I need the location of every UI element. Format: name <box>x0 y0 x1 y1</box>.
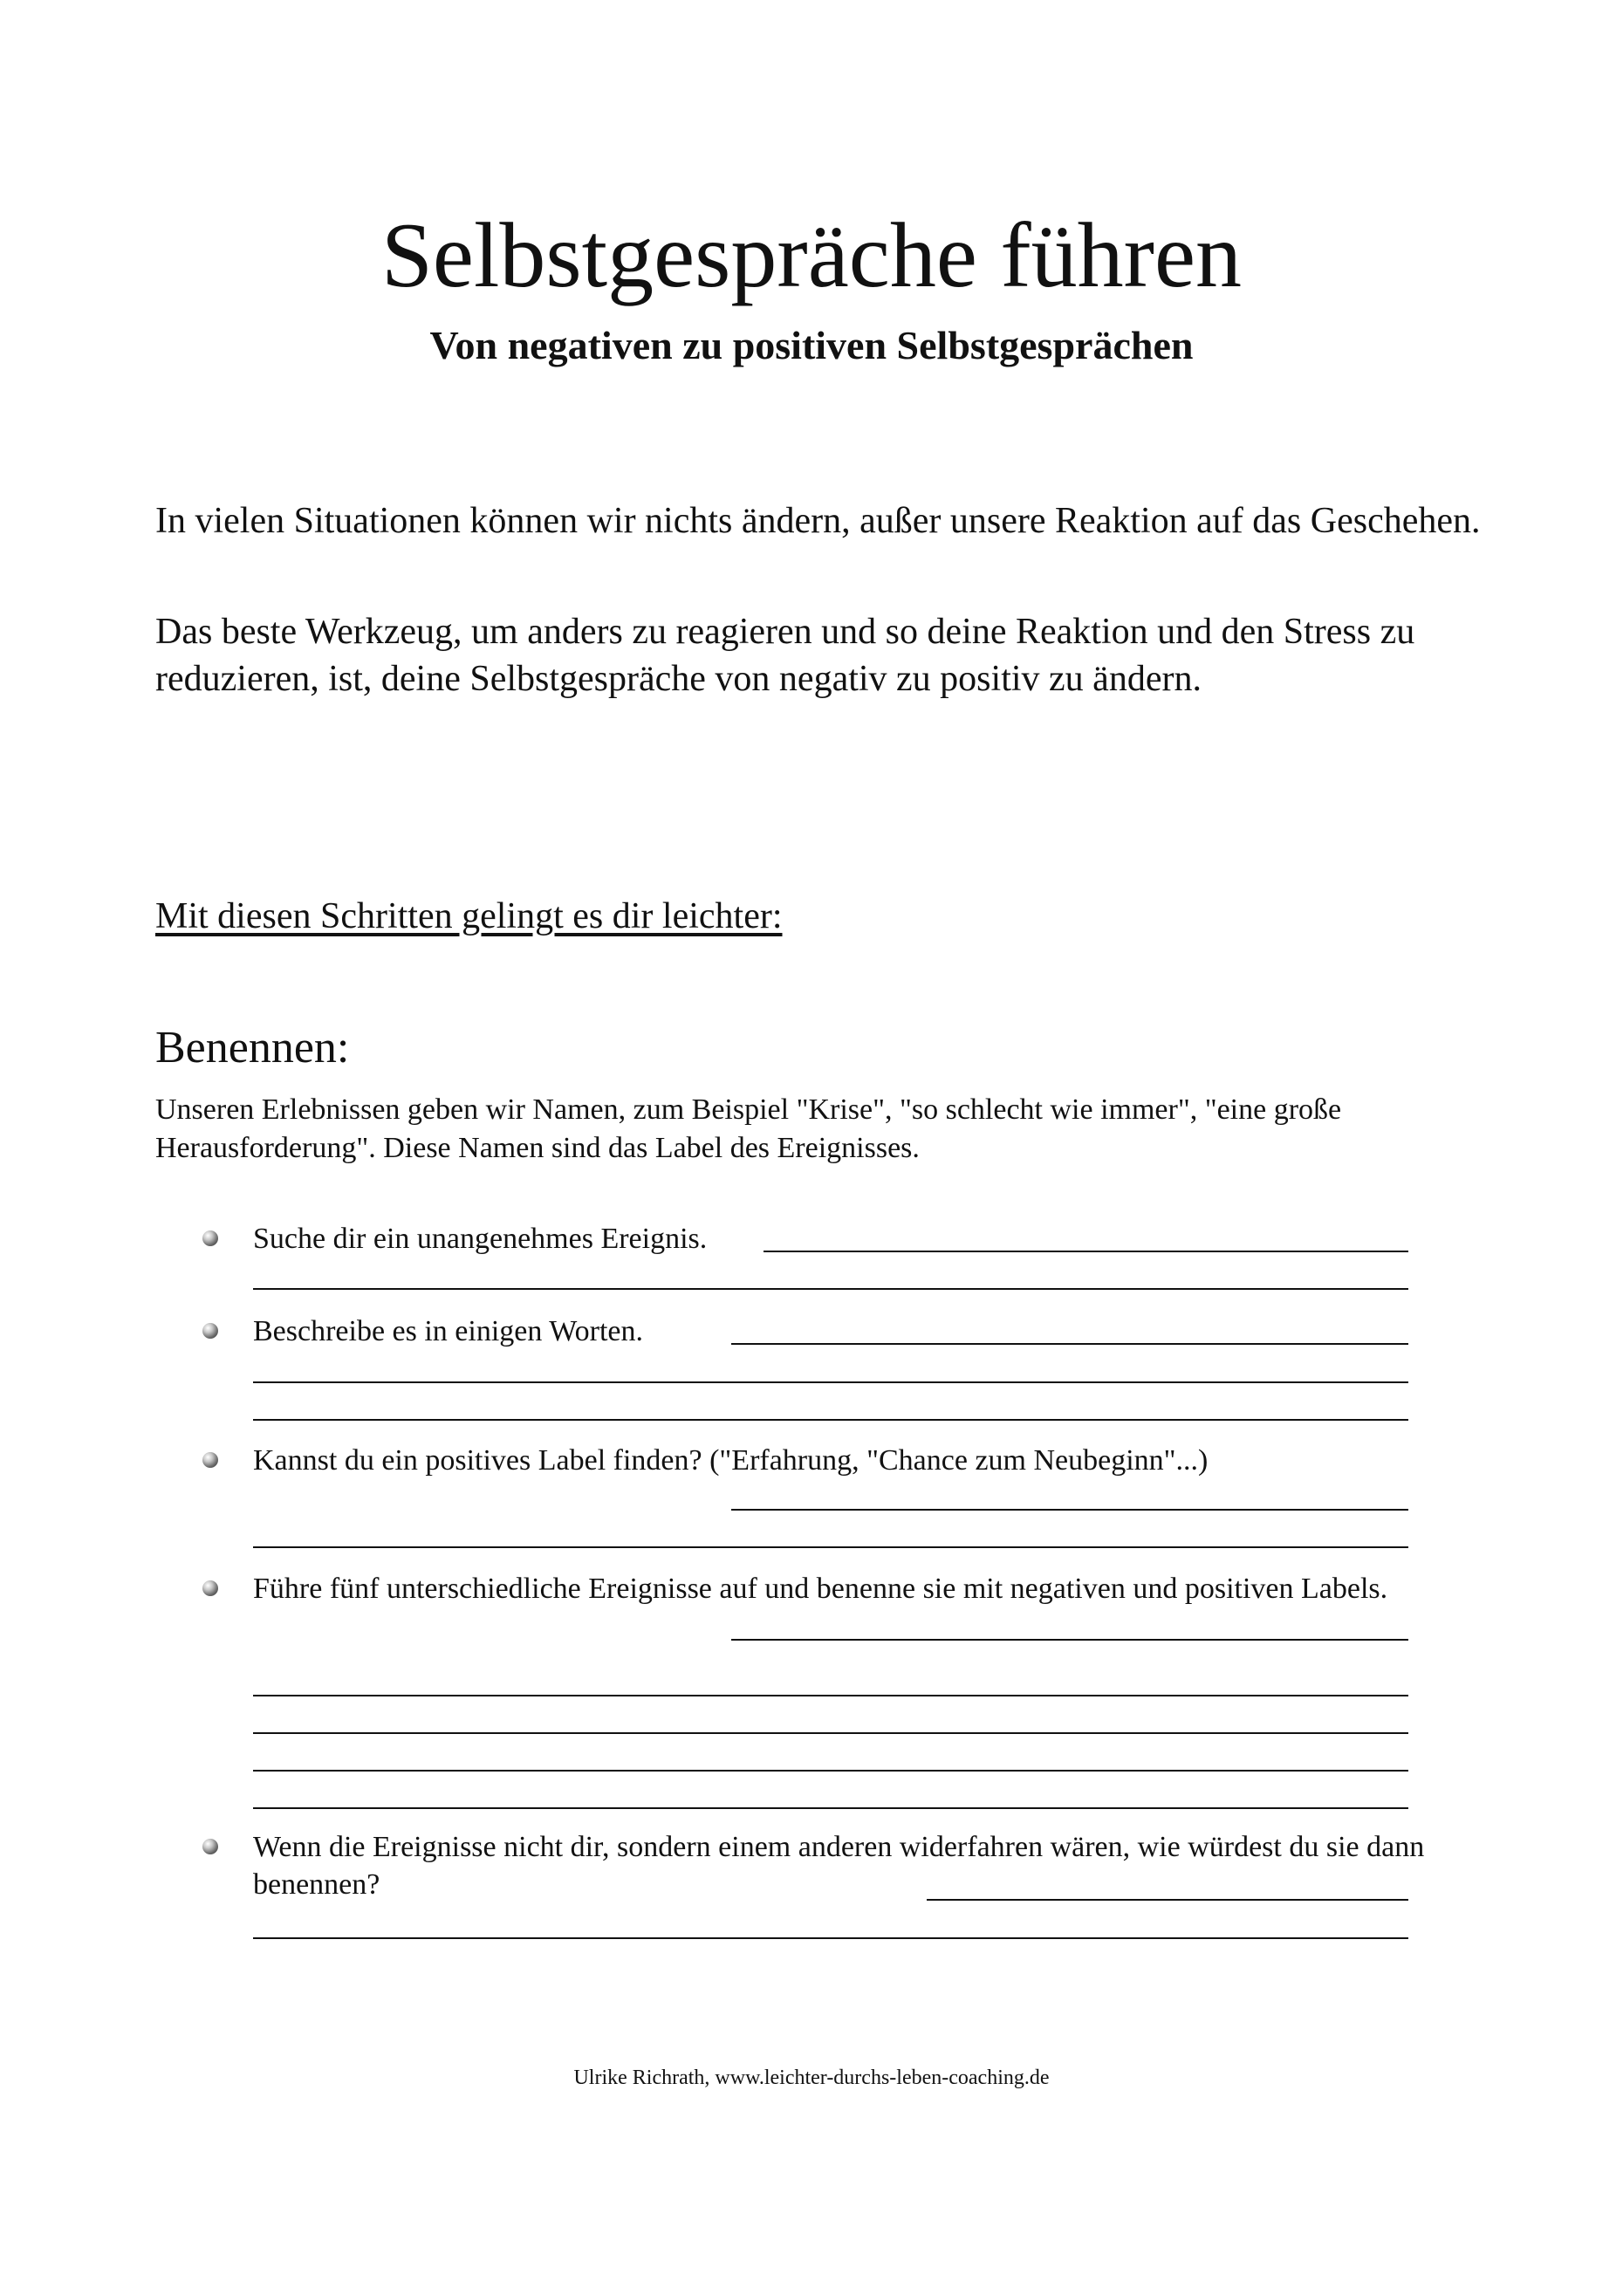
section-heading: Benennen: <box>155 1023 350 1073</box>
answer-line[interactable] <box>927 1899 1408 1901</box>
answer-line[interactable] <box>253 1732 1408 1734</box>
answer-line[interactable] <box>253 1419 1408 1421</box>
exercise-item-5: Wenn die Ereignisse nicht dir, sondern einem anderen widerfahren wären, wie würdest du sie dann benennen? <box>253 1831 1425 1901</box>
intro-paragraph-1: In vielen Situationen können wir nichts ändern, außer unsere Reaktion auf das Geschehen. <box>155 501 1481 541</box>
exercise-item-1: Suche dir ein unangenehmes Ereignis. <box>253 1223 708 1255</box>
exercise-item-3: Kannst du ein positives Label finden? ("Erfahrung, "Chance zum Neubeginn"...) <box>253 1444 1209 1477</box>
page-subtitle: Von negativen zu positiven Selbstgesprächen <box>429 323 1194 367</box>
answer-line[interactable] <box>253 1381 1408 1383</box>
answer-line[interactable] <box>253 1807 1408 1809</box>
page-title: Selbstgespräche führen <box>380 204 1243 306</box>
footer-credit: Ulrike Richrath, www.leichter-durchs-leben-coaching.de <box>573 2066 1050 2089</box>
exercise-item-2: Beschreibe es in einigen Worten. <box>253 1315 643 1347</box>
answer-line[interactable] <box>731 1509 1408 1511</box>
answer-line[interactable] <box>731 1343 1408 1345</box>
section-description: Unseren Erlebnissen geben wir Namen, zum Beispiel "Krise", "so schlecht wie immer", "eine große Herausforderung". Diese Namen sind das Label des Ereignisses. <box>155 1093 1342 1164</box>
bullet-icon <box>202 1580 218 1596</box>
answer-line[interactable] <box>253 1288 1408 1290</box>
answer-line[interactable] <box>253 1546 1408 1548</box>
bullet-icon <box>202 1230 218 1246</box>
answer-line[interactable] <box>731 1639 1408 1641</box>
bullet-icon <box>202 1452 218 1468</box>
answer-line[interactable] <box>253 1695 1408 1696</box>
answer-line[interactable] <box>764 1251 1408 1252</box>
bullet-icon <box>202 1839 218 1854</box>
steps-heading: Mit diesen Schritten gelingt es dir leichter: <box>155 896 783 936</box>
bullet-icon <box>202 1323 218 1339</box>
intro-paragraph-2: Das beste Werkzeug, um anders zu reagieren und so deine Reaktion und den Stress zu reduzieren, ist, deine Selbstgespräche von negativ zu positiv zu ändern. <box>155 612 1415 699</box>
answer-line[interactable] <box>253 1770 1408 1772</box>
answer-line[interactable] <box>253 1937 1408 1939</box>
exercise-item-4: Führe fünf unterschiedliche Ereignisse auf und benenne sie mit negativen und positiven Labels. <box>253 1573 1388 1605</box>
